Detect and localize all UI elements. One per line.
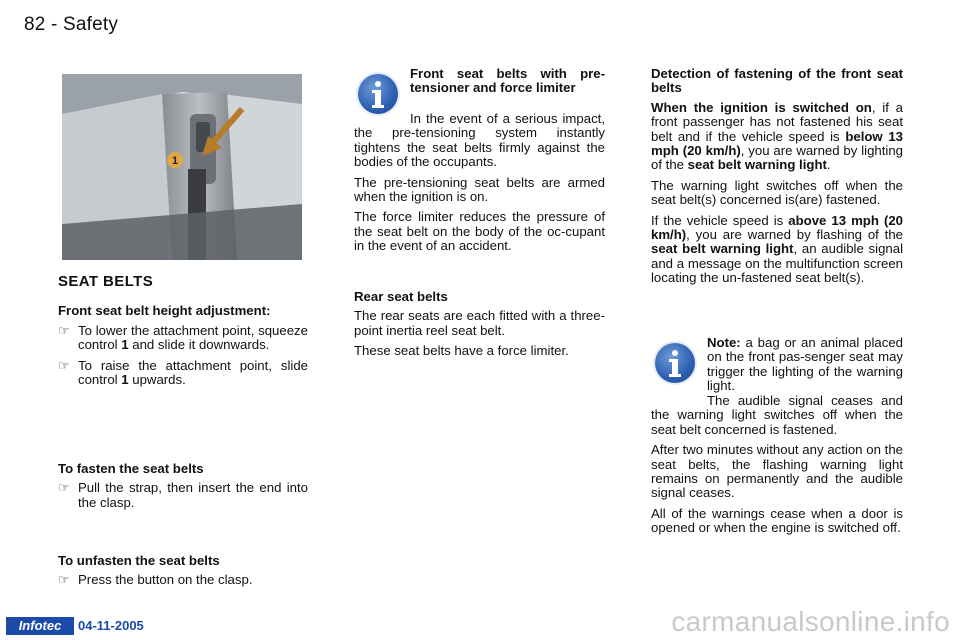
infotec-logo: Infotec	[6, 617, 74, 635]
note-rest	[651, 394, 903, 542]
pointing-hand-icon: ☞	[58, 357, 70, 373]
pretension-p3: The force limiter reduces the pressure of the seat belt on the body of the oc-cupant in the event of an accident.	[354, 209, 605, 254]
seat-belt-photo	[62, 74, 302, 260]
unfasten-heading: To unfasten the seat belts	[58, 553, 220, 568]
height-adjust-heading: Front seat belt height adjustment:	[58, 303, 271, 319]
left-column	[58, 275, 308, 393]
pretension-p2: The pre-tensioning seat belts are armed when the ignition is on.	[354, 174, 605, 205]
fasten-heading: To fasten the seat belts	[58, 461, 204, 476]
pointing-hand-icon: ☞	[58, 480, 70, 496]
rear-heading: Rear seat belts	[354, 289, 448, 304]
detection-p2: The warning light switches off when the seat belt(s) concerned is(are) fastened.	[651, 177, 903, 208]
note-p1: Note: a bag or an animal placed on the front pas-senger seat may trigger the lighting of the warning light.	[707, 335, 903, 394]
pointing-hand-icon: ☞	[58, 572, 70, 588]
rear-section	[354, 290, 605, 365]
rear-p1: The rear seats are each fitted with a three-point inertia reel seat belt.	[354, 308, 605, 338]
fasten-section	[58, 462, 308, 516]
note-p4: All of the warnings cease when a door is opened or when the engine is switched off.	[651, 505, 903, 536]
bullet-item: ☞ Pull the strap, then insert the end into the clasp.	[58, 480, 308, 510]
detection-heading: Detection of fastening of the front seat belts	[651, 66, 903, 96]
info-icon	[655, 343, 695, 383]
detection-p1: When the ignition is switched on, if a front passenger has not fastened his seat belt and if the vehicle speed is below 13 mph (20 km/h), you are warned by lighting of the seat belt warning light.	[651, 99, 904, 173]
note-p3: After two minutes without any action on the seat belts, the flashing warning light remains on permanently and the audible signal ceases.	[651, 442, 903, 501]
pretension-heading-block	[410, 67, 605, 101]
note-top	[707, 336, 903, 400]
info-icon	[358, 74, 398, 114]
pretension-heading: Front seat belts with pre-tensioner and force limiter	[410, 66, 605, 96]
pointing-hand-icon: ☞	[58, 322, 70, 338]
bullet-item: ☞ To raise the attachment point, slide control 1 upwards.	[58, 357, 308, 388]
bullet-item: ☞ Press the button on the clasp.	[58, 572, 253, 588]
pretension-text	[354, 112, 605, 260]
pretension-p1: In the event of a serious impact, the pre-tensioning system instantly tightens the seat belts firmly against the bodies of the occupants.	[354, 111, 605, 170]
detection-p3: If the vehicle speed is above 13 mph (20 km/h), you are warned by flashing of the seat belt warning light, an audible signal and a message on the multifunction screen locating the un-fastened seat belt(s).	[651, 212, 904, 286]
watermark: carmanualsonline.info	[671, 606, 950, 637]
page-title: 82 - Safety	[24, 14, 119, 35]
footer-date: 04-11-2005	[78, 618, 144, 633]
rear-p2: These seat belts have a force limiter.	[354, 343, 569, 359]
section-title: SEAT BELTS	[58, 273, 154, 290]
figure-label-1: 1	[171, 155, 179, 167]
bullet-item: ☞ To lower the attachment point, squeeze control 1 and slide it downwards.	[58, 322, 308, 353]
unfasten-section	[58, 554, 308, 594]
detection-section	[651, 67, 903, 292]
note-p2: The audible signal ceases and the warning light switches off when the seat belt concerned is fastened.	[651, 393, 903, 437]
